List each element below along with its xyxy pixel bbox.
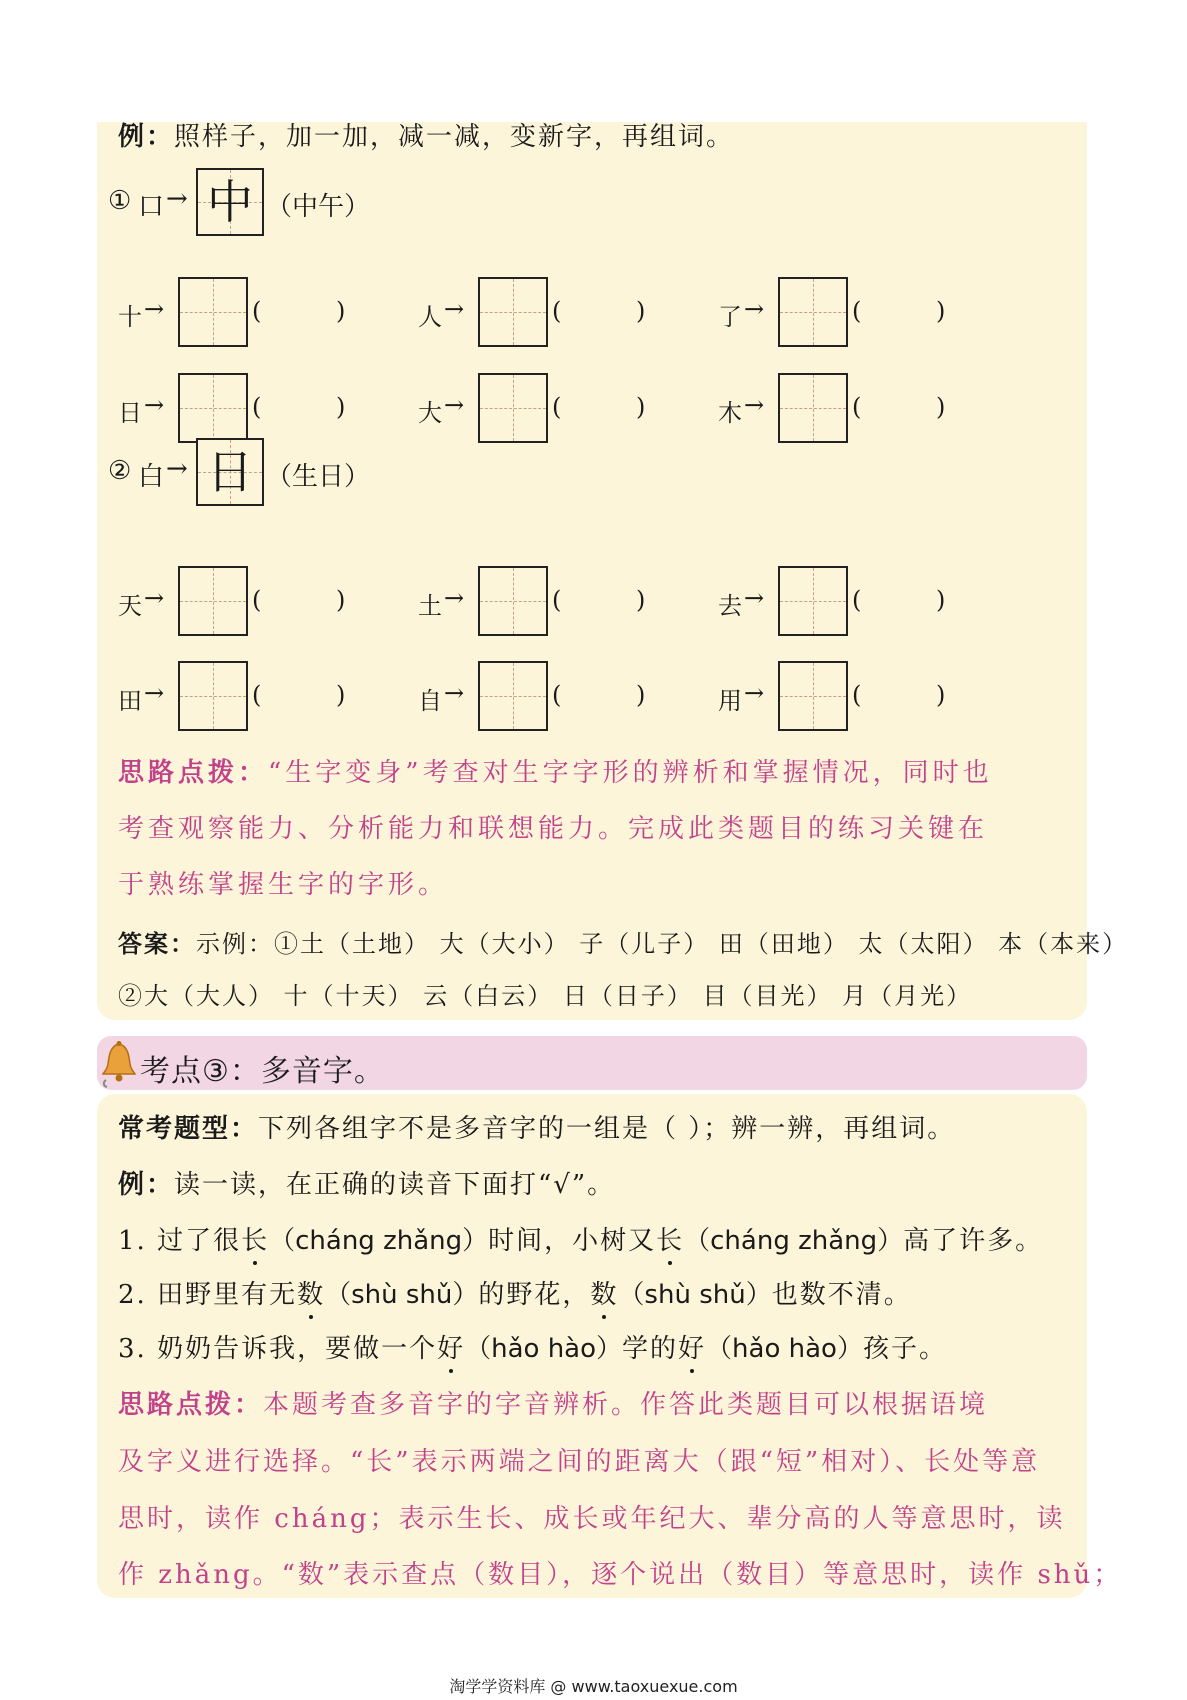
list-item: 2. 田野里有无数（shù shǔ）的野花，数（shù shǔ）也数不清。 bbox=[118, 1280, 912, 1310]
answer-line-2: ②大（大人） 十（十天） 云（白云） 日（日子） 目（目光） 月（月光） bbox=[118, 982, 973, 1010]
paren-close: ) bbox=[336, 586, 346, 614]
dotted-char: 数 bbox=[297, 1280, 326, 1310]
arrow-icon: → bbox=[144, 584, 165, 612]
instruction-text: 照样子，加一加，减一减，变新字，再组词。 bbox=[174, 122, 735, 152]
example-2-num: ② bbox=[108, 456, 132, 486]
source-char: 土 bbox=[418, 592, 442, 620]
dotted-char: 好 bbox=[678, 1334, 707, 1364]
instruction-line bbox=[118, 116, 734, 153]
writing-grid-box[interactable] bbox=[478, 566, 548, 636]
source-char: 大 bbox=[418, 399, 442, 427]
tip-2-line-1: 思路点拨：本题考查多音字的字音辨析。作答此类题目可以根据语境 bbox=[118, 1390, 989, 1420]
writing-grid-box[interactable] bbox=[778, 661, 848, 731]
tip-1-line-1: 思路点拨：“生字变身”考查对生字字形的辨析和掌握情况，同时也 bbox=[118, 758, 993, 788]
writing-grid-box[interactable] bbox=[478, 277, 548, 347]
writing-grid-box[interactable] bbox=[178, 277, 248, 347]
tip-1-label: 思路点拨： bbox=[118, 758, 269, 788]
paren-open: ( bbox=[252, 297, 262, 325]
example-1-char: 中 bbox=[207, 175, 253, 229]
example-3-label: 例： bbox=[118, 1170, 175, 1200]
dotted-char: 长 bbox=[241, 1226, 270, 1256]
paren-open: ( bbox=[252, 393, 262, 421]
paren-close: ) bbox=[636, 393, 646, 421]
paren-close: ) bbox=[336, 393, 346, 421]
paren-close: ) bbox=[336, 681, 346, 709]
footer-watermark: 淘学学资料库 @ www.taoxuexue.com bbox=[449, 1677, 738, 1696]
example-2-char: 日 bbox=[207, 445, 253, 499]
dotted-char: 数 bbox=[590, 1280, 619, 1310]
list-item: 1. 过了很长（cháng zhǎng）时间，小树又长（cháng zhǎng）高了许多。 bbox=[118, 1226, 1044, 1256]
arrow-icon: → bbox=[444, 679, 465, 707]
example-1-src: 口 bbox=[138, 192, 165, 222]
paren-close: ) bbox=[936, 681, 946, 709]
source-char: 十 bbox=[118, 303, 142, 331]
source-char: 用 bbox=[718, 687, 742, 715]
paren-close: ) bbox=[936, 393, 946, 421]
instruction-label: 例： bbox=[118, 122, 175, 152]
example-1-word: （中午） bbox=[266, 192, 371, 222]
example-3-line: 例：读一读，在正确的读音下面打“√”。 bbox=[118, 1170, 616, 1200]
tip-2-line-2: 及字义进行选择。“长”表示两端之间的距离大（跟“短”相对）、长处等意 bbox=[118, 1447, 1041, 1477]
paren-close: ) bbox=[636, 297, 646, 325]
tip-1-line-2: 考查观察能力、分析能力和联想能力。完成此类题目的练习关键在 bbox=[118, 814, 989, 844]
paren-close: ) bbox=[936, 586, 946, 614]
source-char: 木 bbox=[718, 399, 742, 427]
example-1-num: ① bbox=[108, 186, 132, 216]
arrow-icon: → bbox=[744, 295, 765, 323]
example-2-src: 白 bbox=[138, 462, 165, 492]
grid-box-example bbox=[196, 438, 264, 506]
writing-grid-box[interactable] bbox=[178, 661, 248, 731]
answer-label: 答案： bbox=[118, 929, 196, 958]
arrow-icon: → bbox=[744, 391, 765, 419]
arrow-icon: → bbox=[144, 295, 165, 323]
arrow-icon: → bbox=[744, 679, 765, 707]
paren-open: ( bbox=[852, 393, 862, 421]
writing-grid-box[interactable] bbox=[778, 566, 848, 636]
source-char: 田 bbox=[118, 687, 142, 715]
tip-2-line-4: 作 zhǎng。“数”表示查点（数目），逐个说出（数目）等意思时，读作 shǔ； bbox=[118, 1560, 1123, 1590]
paren-close: ) bbox=[936, 297, 946, 325]
answer-line-1: 答案：示例：①土（土地） 大（大小） 子（儿子） 田（田地） 太（太阳） 本（本来） bbox=[118, 929, 1129, 958]
source-char: 自 bbox=[418, 687, 442, 715]
writing-grid-box[interactable] bbox=[178, 566, 248, 636]
tip-2-label: 思路点拨： bbox=[118, 1390, 264, 1420]
source-char: 天 bbox=[118, 592, 142, 620]
arrow-icon: → bbox=[444, 391, 465, 419]
source-char: 了 bbox=[718, 303, 742, 331]
writing-grid-box[interactable] bbox=[478, 373, 548, 443]
section-title: 考点③：多音字。 bbox=[140, 1054, 385, 1089]
source-char: 人 bbox=[418, 303, 442, 331]
paren-close: ) bbox=[336, 297, 346, 325]
arrow-icon: → bbox=[744, 584, 765, 612]
arrow-icon: → bbox=[444, 584, 465, 612]
dotted-char: 长 bbox=[656, 1226, 685, 1256]
list-item: 3. 奶奶告诉我，要做一个好（hǎo hào）学的好（hǎo hào）孩子。 bbox=[118, 1334, 947, 1364]
paren-open: ( bbox=[852, 681, 862, 709]
paren-close: ) bbox=[636, 681, 646, 709]
arrow-icon: → bbox=[166, 454, 188, 484]
question-type-line: 常考题型：下列各组字不是多音字的一组是（ ）；辨一辨，再组词。 bbox=[118, 1114, 956, 1144]
dotted-char: 好 bbox=[437, 1334, 466, 1364]
arrow-icon: → bbox=[144, 391, 165, 419]
arrow-icon: → bbox=[444, 295, 465, 323]
grid-box-example bbox=[196, 168, 264, 236]
source-char: 去 bbox=[718, 592, 742, 620]
paren-open: ( bbox=[252, 681, 262, 709]
paren-open: ( bbox=[552, 297, 562, 325]
paren-open: ( bbox=[552, 393, 562, 421]
arrow-icon: → bbox=[144, 679, 165, 707]
writing-grid-box[interactable] bbox=[178, 373, 248, 443]
question-type-label: 常考题型： bbox=[118, 1114, 259, 1144]
writing-grid-box[interactable] bbox=[778, 277, 848, 347]
paren-close: ) bbox=[636, 586, 646, 614]
paren-open: ( bbox=[852, 297, 862, 325]
tip-2-line-3: 思时，读作 cháng；表示生长、成长或年纪大、辈分高的人等意思时，读 bbox=[118, 1504, 1066, 1534]
writing-grid-box[interactable] bbox=[478, 661, 548, 731]
paren-open: ( bbox=[252, 586, 262, 614]
paren-open: ( bbox=[852, 586, 862, 614]
paren-open: ( bbox=[552, 586, 562, 614]
bell-icon bbox=[100, 1040, 138, 1088]
writing-grid-box[interactable] bbox=[778, 373, 848, 443]
paren-open: ( bbox=[552, 681, 562, 709]
arrow-icon: → bbox=[166, 184, 188, 214]
tip-1-line-3: 于熟练掌握生字的字形。 bbox=[118, 870, 449, 900]
example-2-word: （生日） bbox=[266, 462, 371, 492]
source-char: 日 bbox=[118, 399, 142, 427]
